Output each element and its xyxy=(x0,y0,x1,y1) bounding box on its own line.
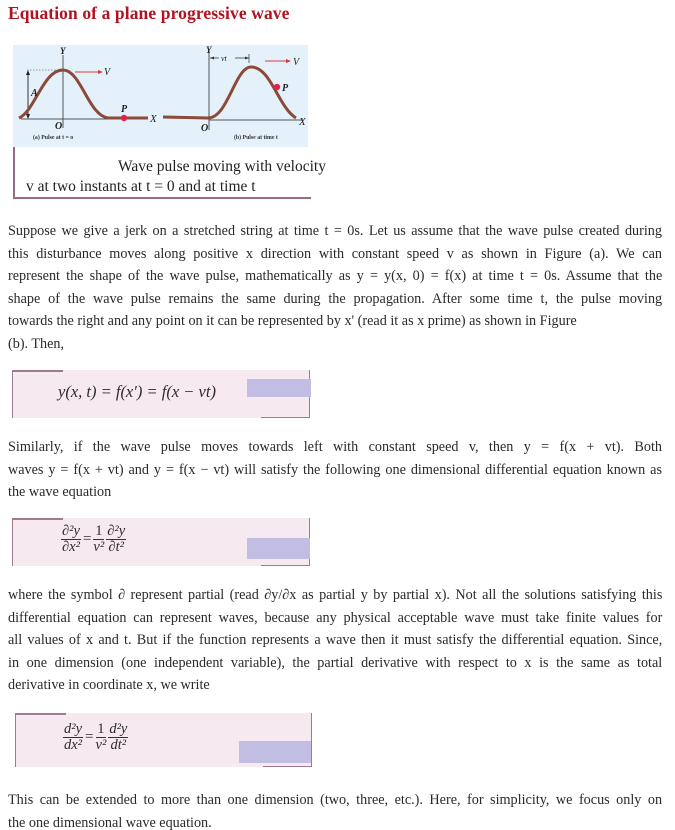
text-line: the one dimensional wave equation. xyxy=(8,814,212,830)
panel-b-y-label: Y xyxy=(206,45,212,55)
wave-equation-partial: $\frac{\text{∂²y}}{\text{∂x²}}$ = $\frac{1}{\text{v²}}$ $\frac{\text{∂²y}}{\text{∂t²}}$ xyxy=(62,523,126,555)
text-line: derivative in coordinate x, we write xyxy=(8,677,210,694)
vt-label: vt xyxy=(221,54,227,63)
text-line: all values of x and t. But if the function represents a wave then it must satisfy the differential equation. Since, xyxy=(8,632,663,649)
wave-pulse-figure xyxy=(13,45,308,147)
panel-b-v-label: V xyxy=(293,57,300,68)
text-line: towards the right and any point on it can be represented by x' (read it as x prime) as shown in Figure xyxy=(8,313,577,330)
panel-a xyxy=(19,46,158,141)
panel-b-origin-label: O xyxy=(201,123,209,134)
amplitude-label: A xyxy=(31,88,38,99)
equation-box-1 xyxy=(12,370,310,418)
wave-equation-total: $\frac{\text{d²y}}{\text{dx²}}$ = $\frac{1}{\text{v²}}$ $\frac{\text{d²y}}{\text{dt²}}$ xyxy=(64,721,128,753)
paragraph-left-moving xyxy=(8,436,662,504)
panel-a-p-label: P xyxy=(121,104,128,115)
equation-box-2 xyxy=(12,518,310,566)
panel-b-caption: (b) Pulse at time t xyxy=(234,135,278,141)
text-line: this disturbance moves along positive x direction with constant speed v as shown in Figure (a). We can xyxy=(8,245,662,262)
text-line: waves y = f(x + vt) and y = f(x − vt) will satisfy the following one dimensional differential equation known as xyxy=(8,461,662,478)
redacted-label xyxy=(247,379,311,397)
wave-pulse-diagram xyxy=(13,45,308,147)
panel-a-v-label: V xyxy=(104,67,111,78)
text-line: This can be extended to more than one dimension (two, three, etc.). Here, for simplicity, we focus only on xyxy=(8,792,663,808)
paragraph-conclusion xyxy=(8,789,662,830)
text-line: the wave equation xyxy=(8,484,112,501)
figure-caption xyxy=(13,147,326,199)
text-line: (b). Then, xyxy=(8,335,65,352)
paragraph-intro xyxy=(8,220,662,356)
text-line: where the symbol ∂ represent partial (read ∂y/∂x as partial y by partial x). Not all the solutions satisfying this xyxy=(8,587,663,603)
caption-line-2: v at two instants at t = 0 and at time t xyxy=(26,178,256,195)
text-line: differential equation can represent waves, because any physical acceptable wave must take finite values for xyxy=(8,609,663,626)
paragraph-partial-explanation xyxy=(8,584,662,697)
page-title: Equation of a plane progressive wave xyxy=(8,3,290,23)
equation-box-3 xyxy=(15,713,312,767)
panel-a-y-label: Y xyxy=(60,46,66,56)
caption-line-1: Wave pulse moving with velocity xyxy=(118,158,326,175)
redacted-label xyxy=(239,741,311,763)
equation-traveling-wave: y(x, t) = f(x′) = f(x − vt) xyxy=(58,382,216,401)
panel-a-caption: (a) Pulse at t = o xyxy=(33,135,74,141)
panel-b xyxy=(163,45,307,141)
text-line: shape of the wave pulse remains the same during the propagation. After some time t, the pulse moving xyxy=(8,290,663,307)
redacted-label xyxy=(247,538,310,559)
panel-b-x-label: X xyxy=(299,116,306,128)
text-line: represent the shape of the wave pulse, mathematically as y = y(x, 0) = f(x) at time t = 0s. Assume that the xyxy=(8,268,663,285)
text-line: Suppose we give a jerk on a stretched string at time t = 0s. Let us assume that the wave pulse created during xyxy=(8,223,662,239)
panel-b-p-label: P xyxy=(282,83,289,94)
text-line: Similarly, if the wave pulse moves towards left with constant speed v, then y = f(x + vt). Both xyxy=(8,439,662,455)
panel-a-x-label: X xyxy=(150,113,157,125)
text-line: in one dimension (one independent variable), the partial derivative with respect to x is the same as total xyxy=(8,654,663,671)
panel-a-origin-label: O xyxy=(55,121,63,132)
